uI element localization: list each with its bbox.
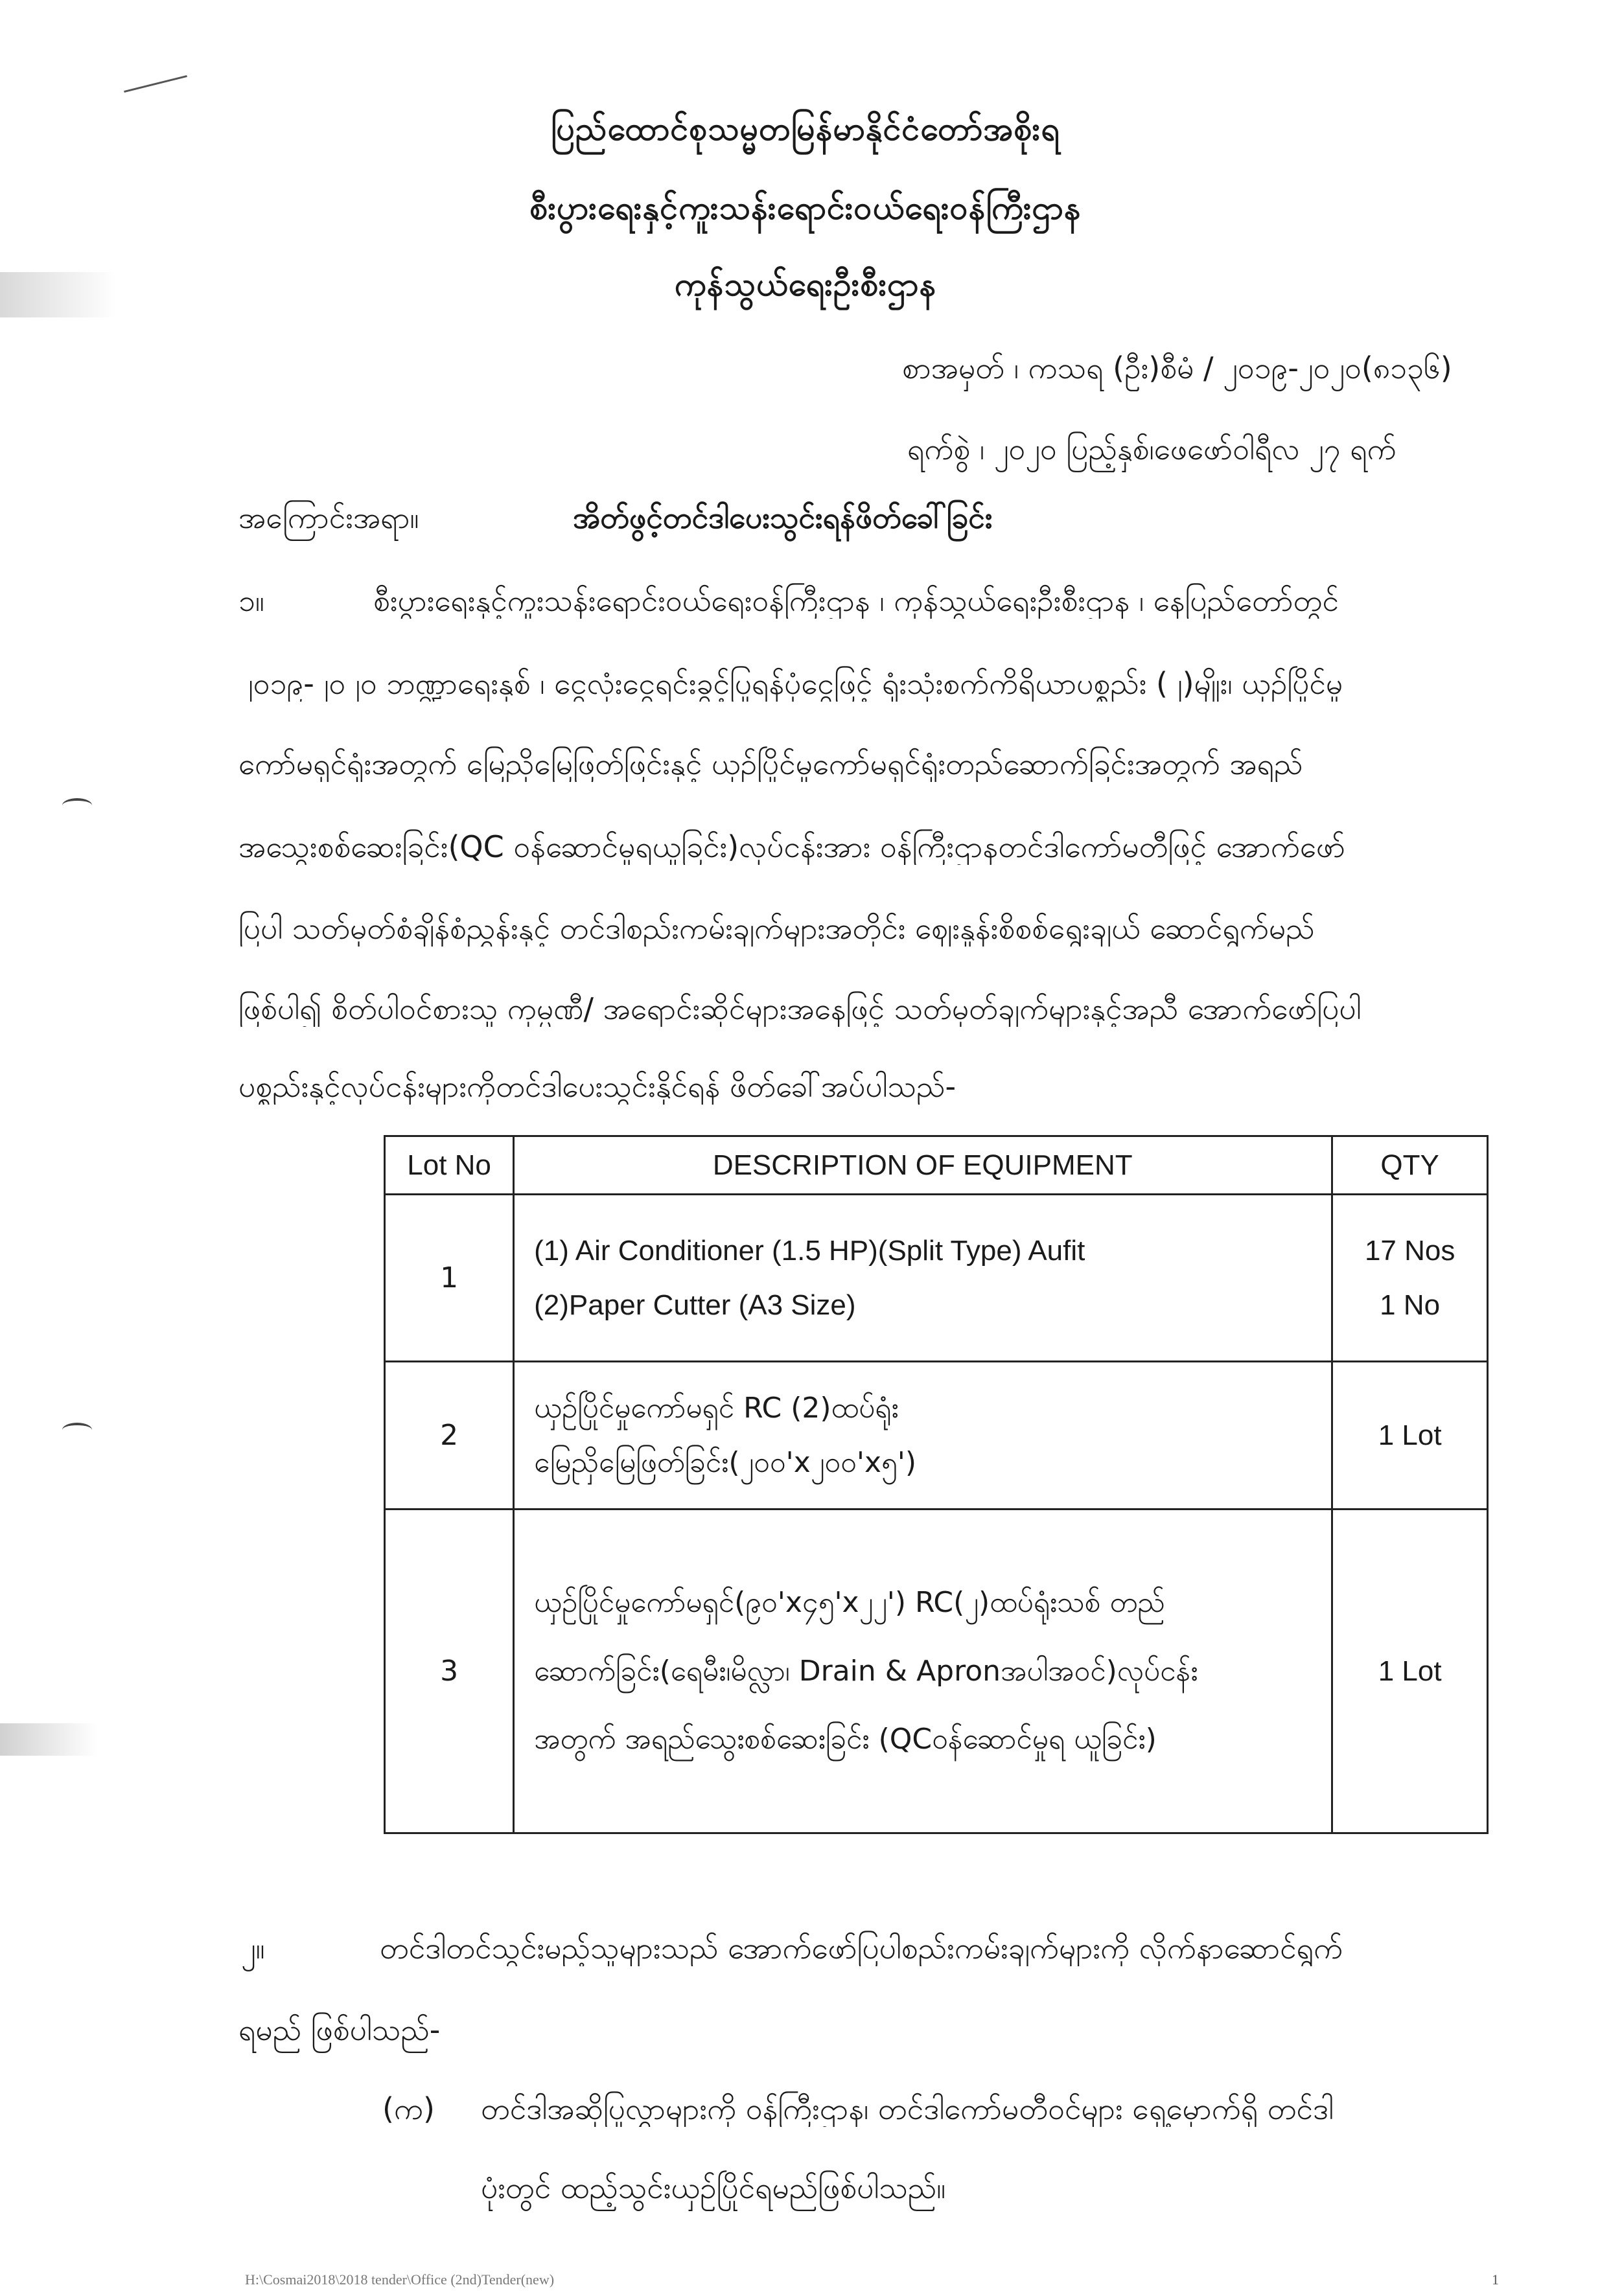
header-ministry: စီးပွားရေးနှင့်ကူးသန်းရောင်းဝယ်ရေးဝန်ကြီးဌာန [529, 189, 1082, 227]
item-ka-label: (က) [382, 2091, 435, 2126]
description-line: အတွက် အရည်သွေးစစ်ဆေးခြင်း (QCဝန်ဆောင်မှုရ ယူခြင်း) [534, 1723, 1157, 1756]
scan-mark-top-left [124, 75, 187, 93]
qty-line: 1 Lot [1378, 1655, 1442, 1687]
cell-qty [1332, 1510, 1488, 1833]
cell-lot: 1 [385, 1195, 514, 1362]
paragraph-1-line: ၂၀၁၉-၂၀၂၀ ဘဏ္ဍာရေးနှစ် ၊ ငွေလုံးငွေရင်းခွင့်ပြုရန်ပုံငွေဖြင့် ရုံးသုံးစက်ကိရိယာပစ္စည်း (၂)မျိုး၊ ယှဉ်ပြိုင်မှု [238, 666, 1343, 701]
cell-description [514, 1195, 1332, 1362]
cell-qty [1332, 1362, 1488, 1510]
qty-line: 1 No [1380, 1289, 1441, 1321]
cell-description [514, 1362, 1332, 1510]
description-line: (2)Paper Cutter (A3 Size) [534, 1289, 856, 1321]
qty-line: 1 Lot [1378, 1419, 1442, 1451]
cell-lot: 3 [385, 1510, 514, 1833]
footer-file-path: H:\Cosmai2018\2018 tender\Office (2nd)Tender(new) [245, 2271, 555, 2288]
table-row [385, 1362, 1488, 1510]
letter-date: ရက်စွဲ ၊ ၂၀၂၀ ပြည့်နှစ်၊ဖေဖော်ဝါရီလ ၂၇ ရက် [907, 431, 1397, 466]
item-ka-line: ပုံးတွင် ထည့်သွင်းယှဉ်ပြိုင်ရမည်ဖြစ်ပါသည်။ [481, 2170, 946, 2205]
description-line: ယှဉ်ပြိုင်မှုကော်မရှင်(၉၀'x၄၅'x၂၂') RC(၂)ထပ်ရုံးသစ် တည် [534, 1586, 1165, 1620]
description-line: ယှဉ်ပြိုင်မှုကော်မရှင် RC (2)ထပ်ရုံး [534, 1391, 899, 1425]
description-line: ဆောက်ခြင်း(ရေမီး၊မိလ္လာ၊ Drain & Apronအပါအဝင်)လုပ်ငန်း [534, 1654, 1198, 1688]
description-line: (1) Air Conditioner (1.5 HP)(Split Type) Aufit [534, 1234, 1085, 1267]
paragraph-2-line: ရမည် ဖြစ်ပါသည်- [238, 2012, 441, 2047]
punch-hole-mark-2 [62, 1423, 92, 1437]
equipment-table [384, 1135, 1489, 1834]
footer-page-number: 1 [1492, 2271, 1499, 2288]
qty-line: 17 Nos [1364, 1234, 1455, 1267]
letter-number: စာအမှတ် ၊ ကသရ (ဦး)စီမံ / ၂၀၁၉-၂၀၂၀(၈၁၃၆) [902, 350, 1452, 385]
paragraph-1-line: ပြပါ သတ်မှတ်စံချိန်စံညွှန်းနှင့် တင်ဒါစည်းကမ်းချက်များအတိုင်း ဈေးနှုန်းစိစစ်ရွေးချယ် ဆောင်ရွက်မည် [238, 911, 1315, 946]
table-row [385, 1195, 1488, 1362]
header-description: DESCRIPTION OF EQUIPMENT [514, 1136, 1332, 1195]
paragraph-1-line: အသွေးစစ်ဆေးခြင်း(QC ဝန်ဆောင်မှုရယူခြင်း)လုပ်ငန်းအား ဝန်ကြီးဌာနတင်ဒါကော်မတီဖြင့် အောက်ဖော် [238, 829, 1346, 864]
cell-lot: 2 [385, 1362, 514, 1510]
paragraph-1-number: ၁။ [238, 583, 264, 618]
header-lot-no: Lot No [385, 1136, 514, 1195]
header-government: ပြည်ထောင်စုသမ္မတမြန်မာနိုင်ငံတော်အစိုးရ [551, 110, 1060, 148]
paragraph-1-line: ပစ္စည်းနှင့်လုပ်ငန်းများကိုတင်ဒါပေးသွင်းနိုင်ရန် ဖိတ်ခေါ်အပ်ပါသည်- [238, 1069, 956, 1104]
header-department: ကုန်သွယ်ရေးဦးစီးဌာန [674, 266, 937, 303]
cell-qty [1332, 1195, 1488, 1362]
description-line: မြေညှိမြေဖြတ်ခြင်း(၂၀၀'x၂၀၀'x၅') [534, 1445, 917, 1479]
item-ka-line: တင်ဒါအဆိုပြုလွှာများကို ဝန်ကြီးဌာန၊ တင်ဒါကော်မတီဝင်များ ရှေ့မှောက်ရှိ တင်ဒါ [481, 2091, 1334, 2126]
cell-description [514, 1510, 1332, 1833]
punch-hole-mark-1 [62, 798, 92, 812]
paragraph-2-number: ၂။ [241, 1931, 265, 1966]
paragraph-2-line: တင်ဒါတင်သွင်းမည့်သူများသည် အောက်ဖော်ပြပါစည်းကမ်းချက်များကို လိုက်နာဆောင်ရွက် [380, 1931, 1343, 1966]
paragraph-1-line: ကော်မရှင်ရုံးအတွက် မြေညှိမြေဖြတ်ဖြင်းနှင့် ယှဉ်ပြိုင်မှုကော်မရှင်ရုံးတည်ဆောက်ခြင်းအတွက် အရည် [238, 746, 1303, 781]
header-qty: QTY [1332, 1136, 1488, 1195]
table-header-row [385, 1136, 1488, 1195]
subject-label: အကြောင်းအရာ။ [238, 500, 419, 535]
table-row [385, 1510, 1488, 1833]
paragraph-1-line: ဖြစ်ပါ၍ စိတ်ပါဝင်စားသူ ကုမ္ပဏီ/ အရောင်းဆိုင်များအနေဖြင့် သတ်မှတ်ချက်များနှင့်အညီ အောက်ဖော်ပြပါ [238, 991, 1362, 1026]
subject-text: အိတ်ဖွင့်တင်ဒါပေးသွင်းရန်ဖိတ်ခေါ်ခြင်း [573, 500, 993, 535]
scan-mark-left-edge-2 [0, 1723, 97, 1756]
paragraph-1-line: စီးပွားရေးနှင့်ကူးသန်းရောင်းဝယ်ရေးဝန်ကြီးဌာန ၊ ကုန်သွယ်ရေးဦးစီးဌာန ၊ နေပြည်တော်တွင် [373, 583, 1339, 618]
